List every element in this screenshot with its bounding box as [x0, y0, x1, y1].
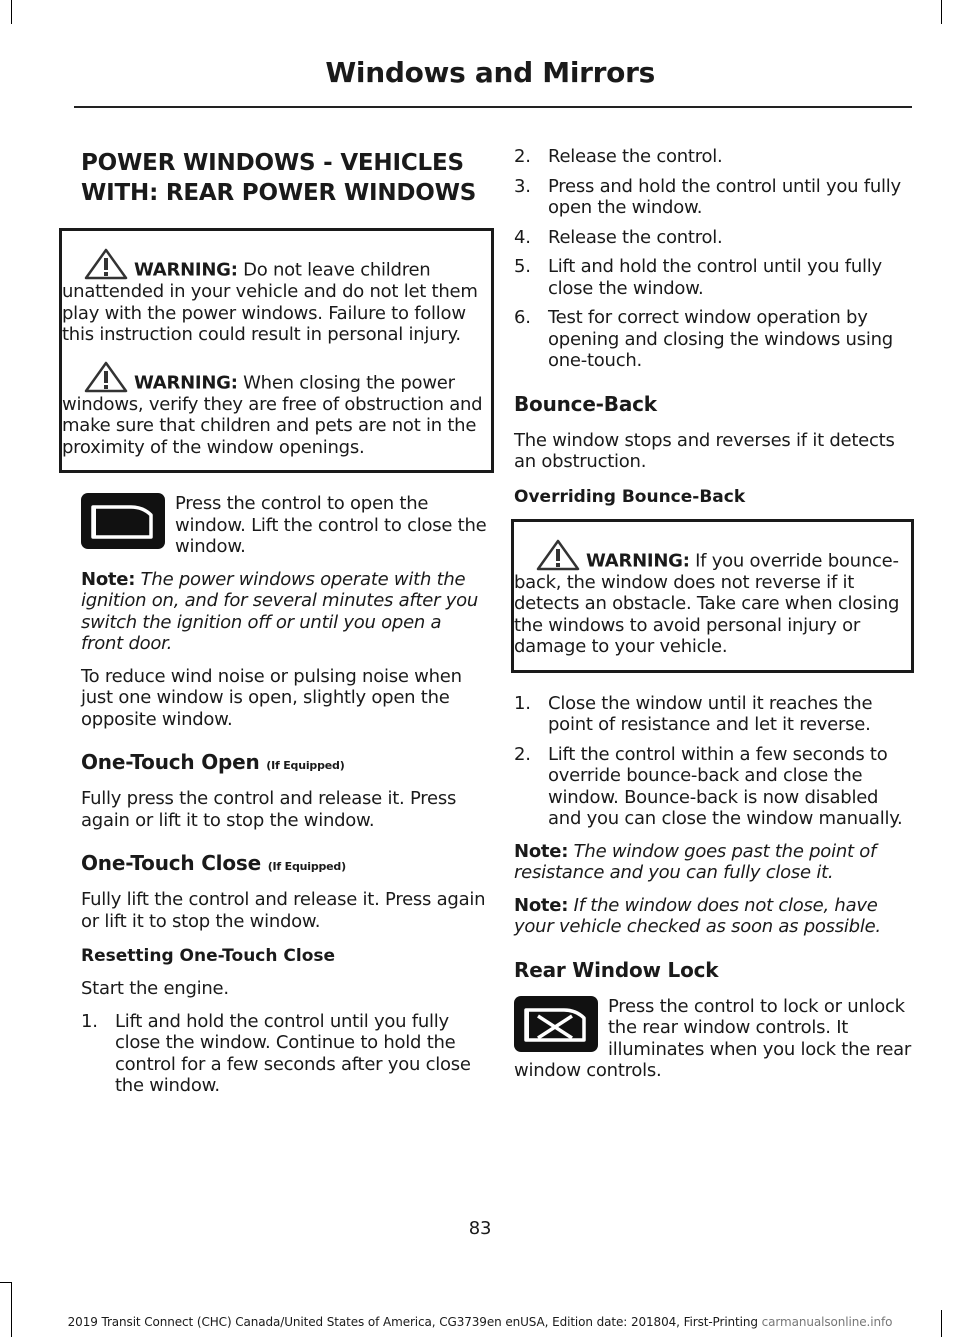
warning-item	[62, 247, 485, 346]
step-text: Lift and hold the control until you fully close the window.	[548, 256, 882, 299]
footer-text	[0, 1312, 960, 1334]
step-text: Lift the control within a few seconds to override bounce-back and close the window. Bounce-back is now disabled and you can close the window manually.	[548, 743, 903, 829]
override-steps	[514, 693, 914, 830]
step-text: Release the control.	[548, 146, 723, 167]
step-text: Release the control.	[548, 226, 723, 248]
warning-item	[62, 360, 485, 459]
rear-lock-description	[514, 996, 914, 1082]
equipped-tag: (If Equipped)	[266, 759, 345, 772]
note-text: The power windows operate with the ignition on, and for several minutes after you switch the ignition off or until you open a front door.	[81, 568, 479, 654]
list-item	[514, 146, 914, 168]
crop-mark	[11, 0, 12, 24]
step-number: 1.	[81, 1010, 98, 1032]
list-item	[514, 744, 914, 830]
warning-text: If you override bounce-back, the window does not reverse if it detects an obstacle. Take care when closing the windows to avoid personal injury or damage to your vehicle.	[514, 550, 900, 657]
step-number: 3.	[514, 175, 531, 197]
note-label: Note:	[514, 894, 569, 916]
left-column	[62, 140, 487, 1108]
control-description	[81, 493, 487, 558]
step-number: 2.	[514, 743, 531, 765]
wind-noise-text: To reduce wind noise or pulsing noise when just one window is open, slightly open the opposite window.	[81, 665, 462, 730]
start-engine-text: Start the engine.	[81, 978, 229, 999]
step-text: Close the window until it reaches the point of resistance and let it reverse.	[548, 692, 873, 735]
step-number: 4.	[514, 226, 531, 248]
warning-label: WARNING:	[134, 372, 238, 393]
warning-text: When closing the power windows, verify they are free of obstruction and make sure that children and pets are not in the proximity of the window openings.	[62, 372, 483, 458]
one-touch-open-text: Fully press the control and release it. Press again or lift it to stop the window.	[81, 788, 457, 831]
note	[81, 569, 487, 655]
section-title: Windows and Mirrors	[325, 56, 655, 89]
note-text: The window goes past the point of resistance and you can fully close it.	[514, 840, 877, 883]
list-item	[514, 256, 914, 299]
bounce-back-text: The window stops and reverses if it detects an obstruction.	[514, 429, 895, 472]
crop-mark	[941, 0, 942, 24]
list-item	[514, 176, 914, 219]
warning-triangle-icon	[82, 247, 130, 281]
heading-text: One-Touch Open	[81, 750, 260, 774]
one-touch-close-text: Fully lift the control and release it. Press again or lift it to stop the window.	[81, 889, 486, 932]
step-number: 2.	[514, 146, 531, 167]
step-number: 6.	[514, 307, 531, 328]
list-item	[514, 307, 914, 372]
warning-label: WARNING:	[586, 550, 690, 571]
control-text: Press the control to open the window. Lift the control to close the window.	[175, 493, 487, 557]
rear-window-lock-heading: Rear Window Lock	[514, 957, 719, 982]
warning-triangle-icon	[82, 360, 130, 394]
note-label: Note:	[514, 840, 569, 862]
note-label: Note:	[81, 568, 136, 590]
note	[514, 841, 914, 884]
reset-steps-continued	[514, 146, 914, 372]
note	[514, 895, 914, 938]
list-item	[81, 1011, 487, 1097]
list-item	[514, 227, 914, 249]
warning-item	[514, 538, 905, 658]
overriding-heading: Overriding Bounce-Back	[514, 486, 746, 507]
crop-mark	[0, 1282, 12, 1283]
bounce-back-heading: Bounce-Back	[514, 391, 657, 416]
one-touch-open-heading	[81, 750, 487, 774]
warning-box	[59, 228, 494, 473]
page-number: 83	[468, 1218, 492, 1239]
heading-text: One-Touch Close	[81, 851, 261, 875]
one-touch-close-heading	[81, 851, 487, 875]
right-column	[514, 146, 914, 1093]
step-text: Test for correct window operation by opening and closing the windows using one-touch.	[548, 307, 893, 371]
note-text: If the window does not close, have your vehicle checked as soon as possible.	[514, 894, 881, 937]
footer-edition: 2019 Transit Connect (CHC) Canada/United States of America, CG3739en enUSA, Edition date: 201804, First-Printing	[67, 1315, 758, 1329]
step-number: 5.	[514, 256, 531, 277]
equipped-tag: (If Equipped)	[267, 860, 346, 873]
window-lock-switch-icon	[514, 996, 598, 1052]
list-item	[514, 693, 914, 736]
step-text: Lift and hold the control until you fully close the window. Continue to hold the control for a few seconds after you close the window.	[115, 1010, 471, 1096]
reset-steps	[81, 1011, 487, 1097]
header-rule	[74, 106, 912, 108]
step-number: 1.	[514, 692, 531, 714]
warning-label: WARNING:	[134, 259, 238, 281]
warning-text: Do not leave children unattended in your vehicle and do not let them play with the power windows. Failure to follow this instruction could result in personal injury.	[62, 259, 478, 345]
rear-lock-text: Press the control to lock or unlock the rear window controls. It illuminates when you lock the rear window controls.	[514, 995, 912, 1081]
window-switch-icon	[81, 493, 165, 549]
topic-title: POWER WINDOWS - VEHICLES WITH: REAR POWER WINDOWS	[81, 150, 477, 206]
resetting-heading: Resetting One-Touch Close	[81, 946, 336, 966]
warning-triangle-icon	[534, 538, 582, 572]
watermark: carmanualsonline.info	[761, 1315, 893, 1329]
warning-box	[511, 519, 914, 673]
step-text: Press and hold the control until you fully open the window.	[548, 175, 901, 218]
